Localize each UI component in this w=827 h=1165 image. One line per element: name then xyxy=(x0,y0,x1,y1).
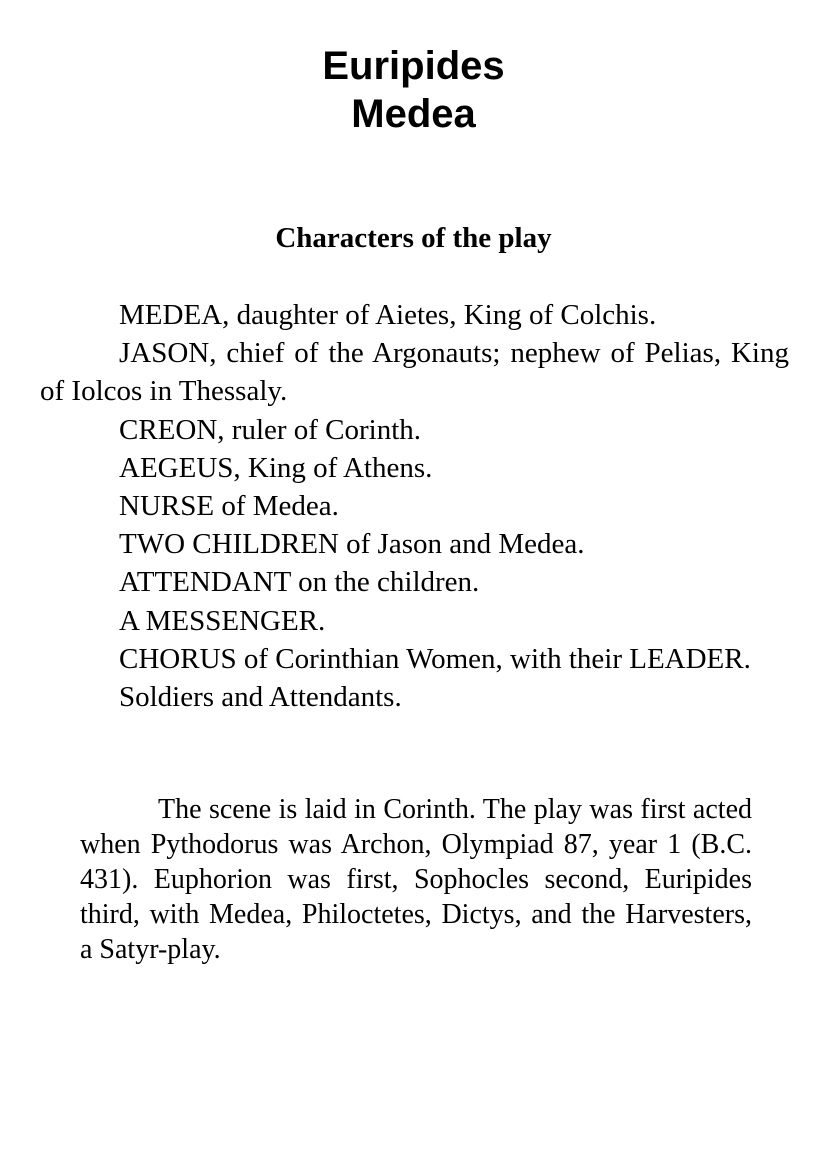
character-entry-jason: JASON, chief of the Argonauts; nephew of Pelias, King of Iolcos in Thessaly. xyxy=(40,337,789,408)
characters-list xyxy=(40,296,789,716)
character-entry-soldiers: Soldiers and Attendants. xyxy=(119,681,402,714)
play-title: Medea xyxy=(351,92,476,136)
character-entry-chorus: CHORUS of Corinthian Women, with their LEADER. xyxy=(119,642,751,675)
character-entry-two-children: TWO CHILDREN of Jason and Medea. xyxy=(119,528,585,561)
character-entry-aegeus: AEGEUS, King of Athens. xyxy=(119,451,433,484)
character-entry-nurse: NURSE of Medea. xyxy=(119,490,339,523)
author-title: Euripides xyxy=(322,44,505,88)
character-entry-attendant: ATTENDANT on the children. xyxy=(119,566,480,599)
character-entry-messenger: A MESSENGER. xyxy=(119,604,326,637)
character-entry-creon: CREON, ruler of Corinth. xyxy=(119,413,422,446)
characters-heading: Characters of the play xyxy=(275,222,552,254)
scene-note-paragraph: The scene is laid in Corinth. The play was first acted when Pythodorus was Archon, Olympiad 87, year 1 (B.C. 431). Euphorion was first, Sophocles second, Euripides third, with Medea, Philoctetes, Dictys, and the Harvesters, a Satyr-play. xyxy=(80,794,752,965)
character-entry-medea: MEDEA, daughter of Aietes, King of Colchis. xyxy=(119,299,657,331)
